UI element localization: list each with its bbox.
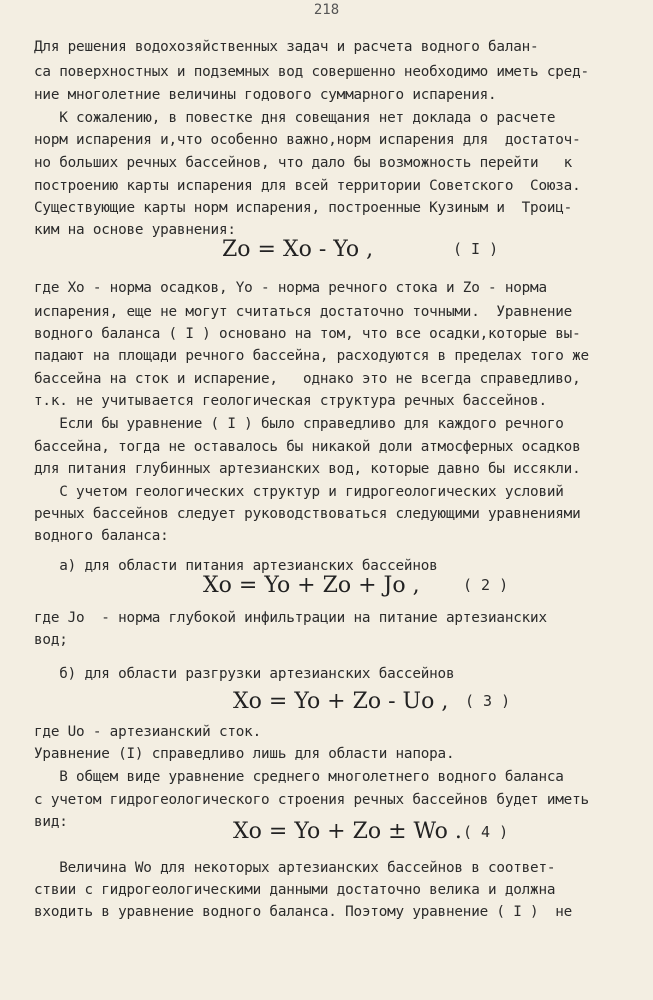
text-line: С учетом геологических структур и гидрогеологических условий [34,484,564,500]
text-line: ким на основе уравнения: [34,222,236,238]
text-line: где Jo - норма глубокой инфильтрации на питание артезианских [34,610,547,626]
equation-number: ( 4 ) [463,823,509,841]
text-line: с учетом гидрогеологического строения речных бассейнов будет иметь [34,792,589,808]
text-line: водного баланса ( I ) основано на том, что все осадки,которые вы- [34,326,581,342]
equation-2: Xo = Yo + Zo + Jo , [203,573,420,598]
text-line: построению карты испарения для всей территории Советского Союза. [34,178,581,194]
text-line: бассейна на сток и испарение, однако это не всегда справедливо, [34,371,581,387]
text-line: В общем виде уравнение среднего многолетнего водного баланса [34,769,564,785]
equation-1: Zo = Xo - Yo , [222,237,374,262]
text-line: где Xo - норма осадков, Yo - норма речного стока и Zo - норма [34,280,547,296]
text-line: бассейна, тогда не оставалось бы никакой доли атмосферных осадков [34,439,581,455]
equation-4: Xo = Yo + Zo ± Wo . [233,819,462,844]
text-line: входить в уравнение водного баланса. Поэтому уравнение ( I ) не [34,904,573,920]
text-line: Если бы уравнение ( I ) было справедливо для каждого речного [34,416,564,432]
text-line: т.к. не учитывается геологическая структура речных бассейнов. [34,393,547,409]
text-line: водного баланса: [34,528,169,544]
text-line: норм испарения и,что особенно важно,норм испарения для достаточ- [34,132,581,148]
text-line: падают на площади речного бассейна, расходуются в пределах того же [34,348,589,364]
equation-3: Xo = Yo + Zo - Uo , [233,689,449,714]
text-line: а) для области питания артезианских бассейнов [34,558,438,574]
text-line: са поверхностных и подземных вод совершенно необходимо иметь сред- [34,64,589,80]
text-line: К сожалению, в повестке дня совещания нет доклада о расчете [34,110,556,126]
equation-number: ( 2 ) [463,576,509,594]
text-line: ние многолетние величины годового суммарного испарения. [34,87,497,103]
equation-number: ( 3 ) [465,692,511,710]
text-line: Величина Wo для некоторых артезианских бассейнов в соответ- [34,860,556,876]
text-line: испарения, еще не могут считаться достаточно точными. Уравнение [34,304,573,320]
text-line: Существующие карты норм испарения, построенные Кузиным и Троиц- [34,200,573,216]
page-number: 218 [313,2,340,18]
text-line: где Uo - артезианский сток. [34,724,262,740]
text-line: вод; [34,632,68,648]
text-line: Для решения водохозяйственных задач и расчета водного балан- [34,39,539,55]
text-line: б) для области разгрузки артезианских бассейнов [34,666,455,682]
text-line: для питания глубинных артезианских вод, которые давно бы иссякли. [34,461,581,477]
text-line: Уравнение (I) справедливо лишь для области напора. [34,746,455,762]
text-line: ствии с гидрогеологическими данными достаточно велика и должна [34,882,556,898]
text-line: речных бассейнов следует руководствоваться следующими уравнениями [34,506,581,522]
text-line: вид: [34,814,68,830]
equation-number: ( I ) [453,240,499,258]
text-line: но больших речных бассейнов, что дало бы возможность перейти к [34,155,573,171]
